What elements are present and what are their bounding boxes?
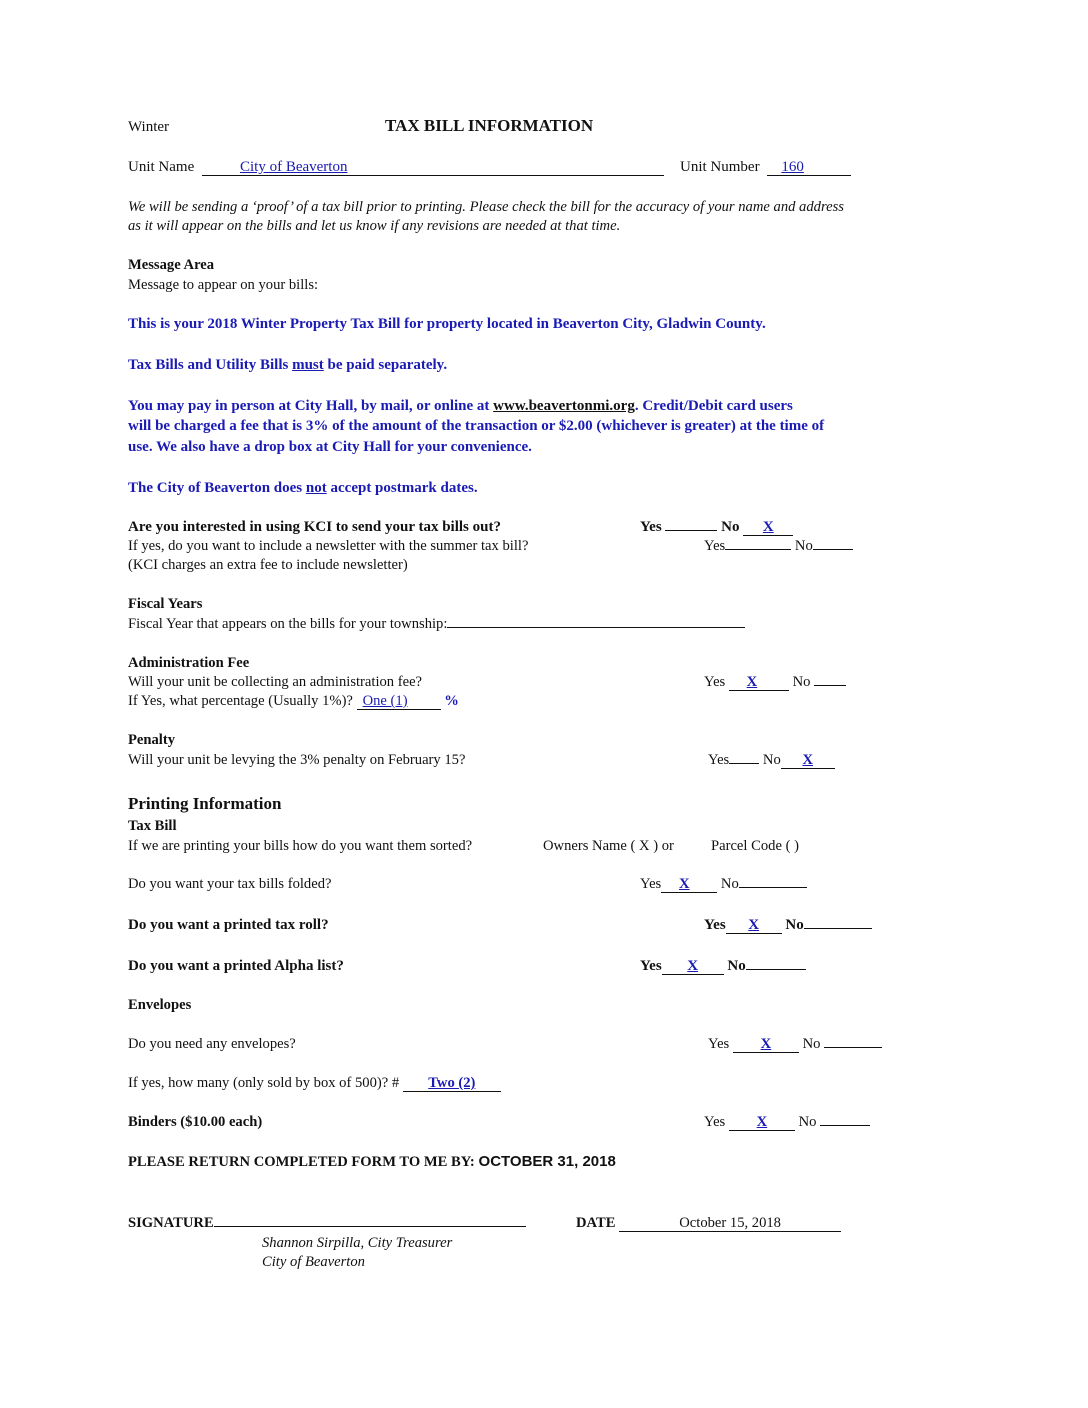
folded-answer-row [640, 875, 807, 893]
return-row [128, 1153, 616, 1171]
admin-pct-field[interactable] [357, 694, 441, 710]
folded-yes-value: X [678, 876, 690, 892]
admin-pct-row [128, 692, 459, 710]
intro-line-2: as it will appear on the bills and let us know if any revisions are needed at that time. [128, 218, 621, 234]
kci-question: Are you interested in using KCI to send your tax bills out? [128, 519, 501, 535]
penalty-answer-row [708, 751, 835, 769]
kci-no-label: No [721, 519, 740, 535]
fiscal-year-field[interactable] [447, 627, 745, 628]
penalty-no-value: X [802, 752, 814, 768]
folded-yes-field[interactable] [661, 877, 717, 893]
signature-row [128, 1214, 526, 1232]
date-value: October 15, 2018 [679, 1215, 781, 1231]
date-label: DATE [576, 1215, 616, 1231]
unit-number-label: Unit Number [680, 159, 760, 175]
kci-no-value: X [762, 519, 774, 535]
admin-pct-value: One (1) [362, 693, 408, 709]
envelopes-no-label: No [802, 1036, 821, 1052]
tax-roll-answer-row [704, 916, 872, 934]
message-4-underlined: not [305, 480, 327, 496]
message-2-part-b: be paid separately. [323, 357, 448, 373]
message-4 [128, 479, 478, 497]
folded-yes-label: Yes [640, 876, 662, 892]
sort-question: If we are printing your bills how do you want them sorted? [128, 838, 473, 854]
unit-number-value: 160 [781, 159, 804, 175]
alpha-yes-label: Yes [640, 958, 662, 974]
website-link[interactable]: www.beavertonmi.org [493, 398, 635, 414]
envelopes-heading: Envelopes [128, 997, 192, 1013]
envelopes-yes-value: X [760, 1036, 772, 1052]
kci-note: (KCI charges an extra fee to include newsletter) [128, 557, 408, 573]
message-3-part-a: You may pay in person at City Hall, by mail, or online at [128, 398, 494, 414]
envelopes-yes-field[interactable] [733, 1037, 799, 1053]
unit-number-field[interactable] [767, 160, 851, 176]
unit-name-value: City of Beaverton [239, 159, 348, 175]
binders-answer-row [704, 1113, 870, 1131]
signature-label: SIGNATURE [128, 1215, 214, 1231]
message-area-subtitle: Message to appear on your bills: [128, 277, 319, 293]
folded-no-field[interactable] [739, 887, 807, 888]
admin-fee-question: Will your unit be collecting an administration fee? [128, 674, 423, 690]
kci-no-field[interactable] [743, 520, 793, 536]
season-label: Winter [128, 119, 170, 135]
newsletter-yes-field[interactable] [725, 549, 791, 550]
kci-yes-label: Yes [640, 519, 662, 535]
return-label: PLEASE RETURN COMPLETED FORM TO ME BY: [128, 1154, 475, 1170]
kci-yes-field[interactable] [665, 530, 717, 531]
signer-name: Shannon Sirpilla, City Treasurer [262, 1235, 453, 1251]
admin-no-label: No [792, 674, 811, 690]
unit-name-field[interactable] [202, 160, 664, 176]
envelope-count-question: If yes, how many (only sold by box of 500)? # [128, 1075, 400, 1091]
alpha-yes-field[interactable] [662, 959, 724, 975]
alpha-yes-value: X [687, 958, 699, 974]
kci-newsletter-answer-row [704, 537, 853, 555]
alpha-list-answer-row [640, 957, 806, 975]
date-field[interactable] [619, 1216, 841, 1232]
envelopes-question: Do you need any envelopes? [128, 1036, 296, 1052]
date-row [576, 1214, 841, 1232]
message-2-underlined: must [292, 357, 324, 373]
envelopes-no-field[interactable] [824, 1047, 882, 1048]
newsletter-yes-label: Yes [704, 538, 726, 554]
penalty-heading: Penalty [128, 732, 176, 748]
envelopes-yes-label: Yes [708, 1036, 730, 1052]
envelope-count-row [128, 1074, 501, 1092]
kci-answer-row [640, 518, 793, 536]
message-3-line-3: use. We also have a drop box at City Hall for your convenience. [128, 439, 532, 455]
roll-yes-field[interactable] [726, 918, 782, 934]
printing-subheading: Tax Bill [128, 818, 177, 834]
message-3-line-2: will be charged a fee that is 3% of the amount of the transaction or $2.00 (whichever is greater) at the time of [128, 418, 825, 434]
message-4-part-a: The City of Beaverton does [128, 480, 306, 496]
roll-yes-value: X [748, 917, 760, 933]
message-1: This is your 2018 Winter Property Tax Bill for property located in Beaverton City, Gladwin County. [128, 316, 766, 332]
roll-yes-label: Yes [704, 917, 726, 933]
binders-question: Binders ($10.00 each) [128, 1114, 263, 1130]
binders-yes-value: X [756, 1114, 768, 1130]
signature-field[interactable] [214, 1226, 526, 1227]
roll-no-field[interactable] [804, 928, 872, 929]
penalty-yes-field[interactable] [729, 763, 759, 764]
newsletter-no-field[interactable] [813, 549, 853, 550]
admin-pct-sign: % [444, 693, 459, 709]
binders-yes-field[interactable] [729, 1115, 795, 1131]
admin-pct-question: If Yes, what percentage (Usually 1%)? [128, 693, 353, 709]
penalty-question: Will your unit be levying the 3% penalty on February 15? [128, 752, 466, 768]
fiscal-question: Fiscal Year that appears on the bills for your township: [128, 616, 448, 632]
admin-yes-value: X [746, 674, 758, 690]
tax-roll-question: Do you want a printed tax roll? [128, 917, 329, 933]
binders-yes-label: Yes [704, 1114, 726, 1130]
page-title: TAX BILL INFORMATION [385, 116, 594, 135]
admin-no-field[interactable] [814, 685, 846, 686]
alpha-list-question: Do you want a printed Alpha list? [128, 958, 344, 974]
binders-no-label: No [798, 1114, 817, 1130]
admin-fee-heading: Administration Fee [128, 655, 250, 671]
message-3-line-1 [128, 397, 793, 415]
alpha-no-label: No [727, 958, 746, 974]
unit-name-row [128, 158, 664, 176]
unit-number-row [680, 158, 851, 176]
envelope-count-value: Two (2) [428, 1075, 476, 1091]
admin-fee-answer-row [704, 673, 846, 691]
return-date: OCTOBER 31, 2018 [478, 1153, 616, 1170]
folded-no-label: No [720, 876, 739, 892]
penalty-no-label: No [762, 752, 781, 768]
roll-no-label: No [785, 917, 804, 933]
fiscal-row [128, 615, 745, 633]
message-2 [128, 356, 447, 374]
unit-name-label: Unit Name [128, 159, 195, 175]
kci-newsletter-question: If yes, do you want to include a newsletter with the summer tax bill? [128, 538, 529, 554]
sort-parcel-option[interactable]: Parcel Code ( ) [711, 838, 799, 854]
envelope-count-field[interactable] [403, 1076, 501, 1092]
binders-no-field[interactable] [820, 1125, 870, 1126]
newsletter-no-label: No [794, 538, 813, 554]
admin-yes-field[interactable] [729, 675, 789, 691]
message-3-part-b: . Credit/Debit card users [634, 398, 793, 414]
printing-heading: Printing Information [128, 794, 282, 813]
message-2-part-a: Tax Bills and Utility Bills [128, 357, 293, 373]
fiscal-heading: Fiscal Years [128, 596, 203, 612]
message-area-heading: Message Area [128, 257, 215, 273]
message-4-part-b: accept postmark dates. [326, 480, 478, 496]
folded-question: Do you want your tax bills folded? [128, 876, 332, 892]
admin-yes-label: Yes [704, 674, 726, 690]
penalty-yes-label: Yes [708, 752, 730, 768]
sort-owner-option[interactable]: Owners Name ( X ) or [543, 838, 674, 854]
signer-org: City of Beaverton [262, 1254, 365, 1270]
intro-line-1: We will be sending a ‘proof’ of a tax bill prior to printing. Please check the bill for the accuracy of your name and address [128, 199, 844, 215]
envelopes-answer-row [708, 1035, 882, 1053]
alpha-no-field[interactable] [746, 969, 806, 970]
penalty-no-field[interactable] [781, 753, 835, 769]
